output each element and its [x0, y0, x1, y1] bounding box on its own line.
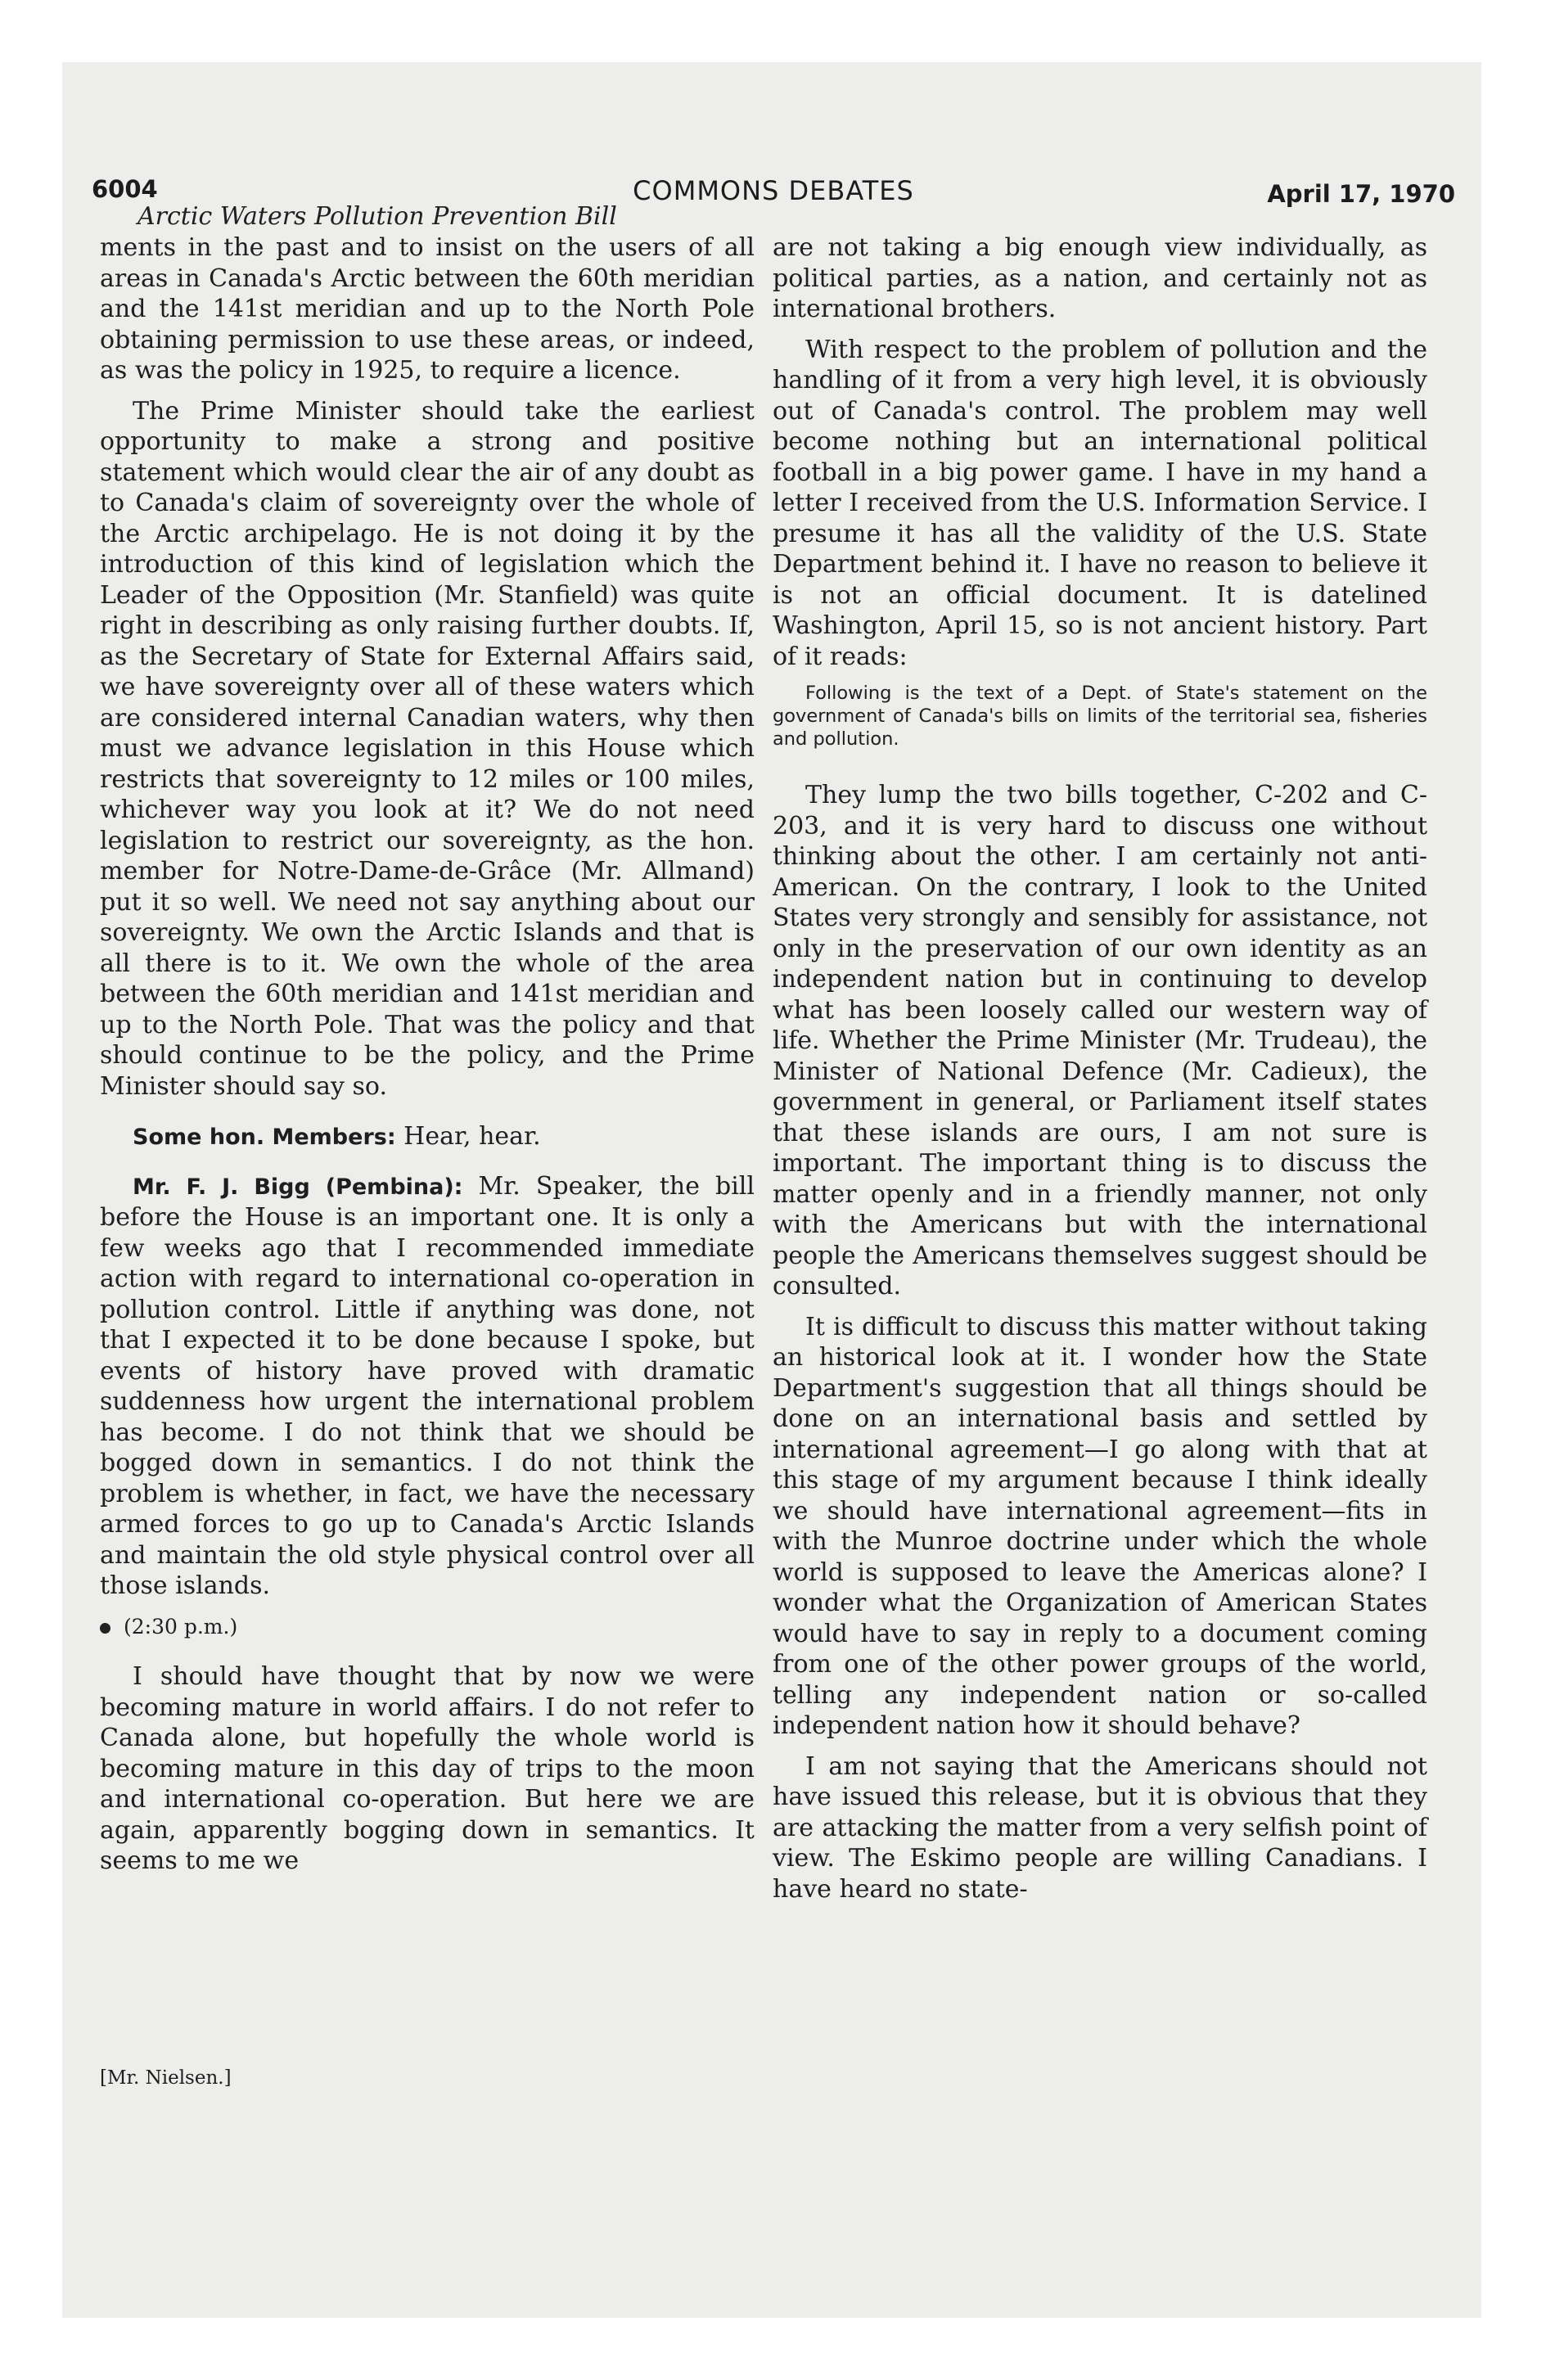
speaker-name: Some hon. Members: — [133, 1125, 396, 1150]
time-mark-text: (2:30 p.m.) — [124, 1614, 238, 1639]
paragraph: are not taking a big enough view individually, as political parties, as a nation, and certainly not as international brothers. — [773, 233, 1427, 323]
paragraph: I am not saying that the Americans should not have issued this release, but it is obvious that they are attacking the matter from a very selfish point of view. The Eskimo people are willing Canadians. I have heard no state- — [773, 1751, 1427, 1904]
publication-title: COMMONS DEBATES — [633, 175, 914, 206]
page-number: 6004 — [92, 175, 158, 203]
left-column — [100, 232, 755, 1886]
paragraph — [100, 1171, 755, 1602]
paragraph: ments in the past and to insist on the users of all areas in Canada's Arctic between the 60th meridian and the 141st meridian and up to the North Pole obtaining permission to use these areas, or indeed, as was the policy in 1925, to require a licence. — [100, 233, 755, 385]
paragraph: I should have thought that by now we were becoming mature in world affairs. I do not refer to Canada alone, but hopefully the whole world is becoming mature in this day of trips to the moon and international co-operation. But here we are again, apparently bogging down in semantics. It seems to me we — [100, 1662, 755, 1875]
paragraph: It is difficult to discuss this matter without taking an historical look at it. I wonder how the State Department's suggestion that all things should be done on an international basis and settled by international agreement—I go along with that at this stage of my argument because I think ideally we should have international agreement—fits in with the Munroe doctrine under which the whole world is supposed to leave the Americas alone? I wonder what the Organization of American States would have to say in reply to a document coming from one of the other power groups of the world, telling any independent nation or so-called independent nation how it should behave? — [773, 1312, 1427, 1740]
speaker-tag: [Mr. Nielsen.] — [100, 2067, 232, 2089]
speech-text: Mr. Speaker, the bill before the House is an important one. It is only a few weeks ago that I recommended immediate action with regard to international co-operation in pollution control. Little if anything was done, not that I expected it to be done because I spoke, but events of history have proved with dramatic suddenness how urgent the international problem has become. I do not think that we should be bogged down in semantics. I do not think the problem is whether, in fact, we have the necessary armed forces to go up to Canada's Arctic Islands and maintain the old style physical control over all those islands. — [100, 1171, 755, 1600]
speaker-name: Mr. F. J. Bigg (Pembina): — [133, 1174, 463, 1200]
paragraph: The Prime Minister should take the earliest opportunity to make a strong and positive statement which would clear the air of any doubt as to Canada's claim of sovereignty over the whole of the Arctic archipelago. He is not doing it by the introduction of this kind of legislation which the Leader of the Opposition (Mr. Stanfield) was quite right in describing as only raising further doubts. If, as the Secretary of State for External Affairs said, we have sovereignty over all of these waters which are considered internal Canadian waters, why then must we advance legislation in this House which restricts that sovereignty to 12 miles or 100 miles, whichever way you look at it? We do not need legislation to restrict our sovereignty, as the hon. member for Notre-Dame-de-Grâce (Mr. Allmand) put it so well. We need not say anything about our sovereignty. We own the Arctic Islands and that is all there is to it. We own the whole of the area between the 60th meridian and 141st meridian and up to the North Pole. That was the policy and that should continue to be the policy, and the Prime Minister should say so. — [100, 396, 755, 1101]
block-quote: Following is the text of a Dept. of State's statement on the government of Canada's bills on limits of the territorial sea, fisheries and pollution. — [773, 683, 1427, 750]
paragraph: They lump the two bills together, C-202 and C-203, and it is very hard to discuss one without thinking about the other. I am certainly not anti-American. On the contrary, I look to the United States very strongly and sensibly for assistance, not only in the preservation of our own identity as an independent nation but in continuing to develop what has been loosely called our western way of life. Whether the Prime Minister (Mr. Trudeau), the Minister of National Defence (Mr. Cadieux), the government in general, or Parliament itself states that these islands are ours, I am not sure is important. The important thing is to discuss the matter openly and in a friendly manner, not only with the Americans but with the international people the Americans themselves suggest should be consulted. — [773, 781, 1427, 1300]
bullet-icon — [100, 1623, 110, 1634]
right-column — [773, 232, 1427, 1914]
running-head: Arctic Waters Pollution Prevention Bill — [137, 202, 617, 231]
paragraph: With respect to the problem of pollution and the handling of it from a very high level, it is obviously out of Canada's control. The problem may well become nothing but an international political football in a big power game. I have in my hand a letter I received from the U.S. Information Service. I presume it has all the validity of the U.S. State Department behind it. I have no reason to believe it is not an official document. It is datelined Washington, April 15, so is not ancient history. Part of it reads: — [773, 335, 1427, 671]
issue-date: April 17, 1970 — [1267, 180, 1455, 208]
speech-text: Hear, hear. — [395, 1122, 541, 1151]
time-mark — [100, 1611, 755, 1643]
paragraph — [100, 1121, 755, 1153]
